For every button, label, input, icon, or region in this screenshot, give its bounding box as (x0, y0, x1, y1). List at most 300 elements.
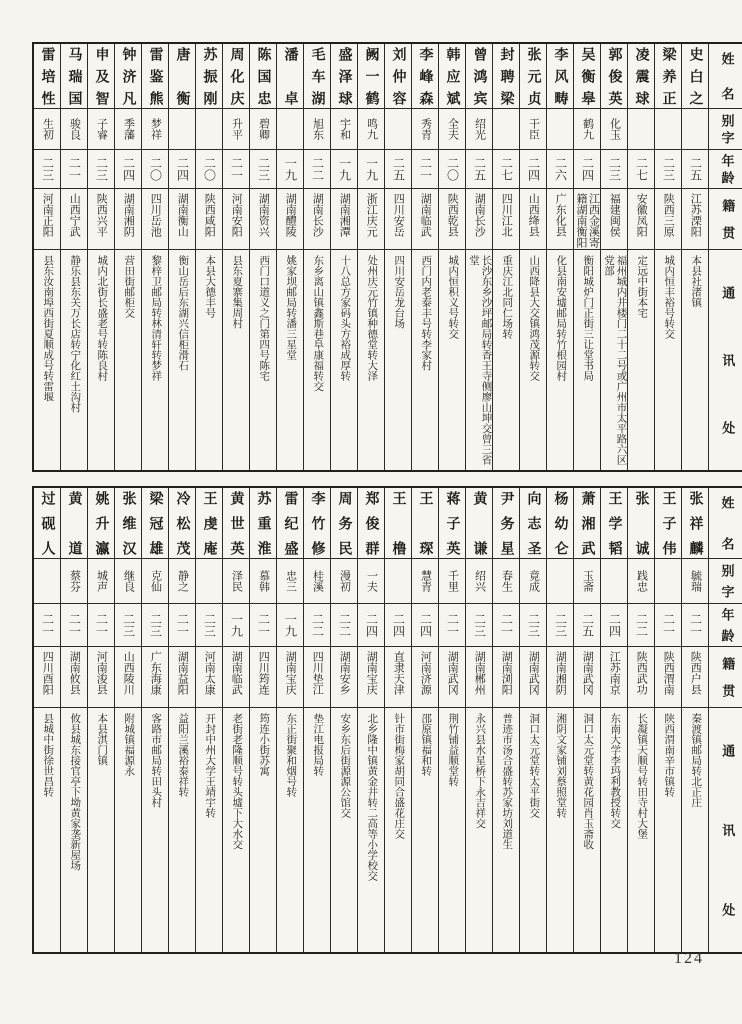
name-cell (304, 488, 330, 558)
age-text: 二七 (634, 157, 649, 181)
courtesy-cell (304, 108, 330, 149)
age-cell (115, 603, 141, 646)
address-cell (61, 249, 87, 470)
native-text: 四川岳池 (149, 193, 162, 237)
name-cell (34, 488, 60, 558)
header-address-label: 通讯处 (720, 286, 736, 434)
name-text: 杨幼仑 (552, 491, 568, 555)
age-cell (88, 149, 114, 188)
address-text: 姚家坝邮局转潘三星堂 (285, 255, 297, 360)
address-cell (412, 707, 438, 952)
native-cell (61, 188, 87, 249)
courtesy-cell (358, 108, 384, 149)
name-text: 王橹 (390, 491, 406, 555)
address-text: 永兴县水星桥下永吉祥交 (474, 713, 486, 829)
native-cell (628, 646, 654, 707)
native-cell (601, 188, 627, 249)
courtesy-cell (601, 108, 627, 149)
age-text: 二三 (94, 157, 109, 181)
courtesy-cell (223, 558, 249, 603)
header-courtesy (709, 558, 742, 603)
age-cell (358, 603, 384, 646)
person-column (492, 488, 519, 952)
native-text: 河南济源 (419, 651, 432, 695)
address-text: 攸县城东接官亭下坳黄家垄新屋场 (69, 713, 81, 871)
age-cell (61, 149, 87, 188)
courtesy-text: 千里 (446, 570, 459, 592)
address-text: 十八总方家码头方裕成厚转 (339, 255, 351, 381)
address-cell (115, 707, 141, 952)
age-text: 二三 (526, 613, 541, 637)
courtesy-text: 升平 (230, 118, 243, 140)
courtesy-cell (331, 108, 357, 149)
address-text: 处州庆元竹镇种德堂转大泽 (366, 255, 378, 381)
person-column (330, 488, 357, 952)
address-cell (439, 249, 465, 470)
courtesy-cell (115, 108, 141, 149)
name-text: 刘仲容 (390, 47, 406, 105)
header-age (709, 603, 742, 646)
age-cell (574, 149, 600, 188)
courtesy-cell (412, 108, 438, 149)
courtesy-text: 季藩 (122, 118, 135, 140)
age-cell (142, 603, 168, 646)
courtesy-text: 旭东 (311, 118, 324, 140)
native-cell (61, 646, 87, 707)
name-cell (331, 44, 357, 108)
name-cell (682, 44, 708, 108)
native-text: 河南安阳 (230, 193, 243, 237)
age-text: 二二 (310, 613, 325, 637)
person-column (411, 488, 438, 952)
name-text: 凌震球 (633, 47, 649, 105)
address-text: 附城镇福源永 (123, 713, 135, 776)
native-cell (331, 188, 357, 249)
age-cell (466, 603, 492, 646)
address-text: 本县淇门镇 (96, 713, 108, 766)
native-text: 陕西乾县 (446, 193, 459, 237)
name-text: 阙一鹤 (363, 47, 379, 105)
address-cell (439, 707, 465, 952)
name-cell (115, 44, 141, 108)
name-cell (466, 44, 492, 108)
age-text: 二〇 (445, 157, 460, 181)
person-column (600, 488, 627, 952)
native-cell (196, 188, 222, 249)
courtesy-text: 绍兴 (473, 570, 486, 592)
age-cell (628, 149, 654, 188)
person-column (411, 44, 438, 470)
courtesy-cell (439, 108, 465, 149)
name-cell (304, 44, 330, 108)
address-cell (493, 249, 519, 470)
name-text: 申及智 (93, 47, 109, 105)
address-text: 普迹市汤合盛转苏家坊刘道生 (501, 713, 513, 850)
header-age-label: 年龄 (719, 154, 735, 184)
address-cell (88, 707, 114, 952)
address-cell (304, 707, 330, 952)
name-text: 李峰森 (417, 47, 433, 105)
native-cell (196, 646, 222, 707)
name-cell (439, 488, 465, 558)
name-text: 蒋子英 (444, 491, 460, 555)
person-column (168, 488, 195, 952)
address-text: 东乡离山镇鑫斯巷阜康福转交 (312, 255, 324, 392)
native-cell (331, 646, 357, 707)
age-cell (61, 603, 87, 646)
age-text: 二四 (580, 157, 595, 181)
address-cell (655, 707, 681, 952)
header-name (709, 44, 742, 108)
address-text: 衡阳城炉门正街三让堂书局 (582, 255, 594, 381)
address-text: 陕西渭南辛市镇转 (663, 713, 675, 797)
native-cell (169, 188, 195, 249)
courtesy-text: 城声 (95, 570, 108, 592)
person-column (519, 488, 546, 952)
native-cell (466, 646, 492, 707)
name-text: 雷培性 (39, 47, 55, 105)
person-column (573, 44, 600, 470)
name-text: 张祥麟 (687, 491, 703, 555)
age-cell (601, 603, 627, 646)
address-text: 县城中街徐世昌转 (42, 713, 54, 797)
address-cell (520, 249, 546, 470)
native-cell (358, 188, 384, 249)
address-cell (601, 249, 627, 470)
age-cell (466, 149, 492, 188)
address-text: 本县社渚镇 (690, 255, 702, 308)
native-cell (682, 188, 708, 249)
name-cell (520, 488, 546, 558)
age-text: 二四 (607, 613, 622, 637)
name-text: 韩应斌 (444, 47, 460, 105)
person-column (60, 488, 87, 952)
name-text: 尹务星 (498, 491, 514, 555)
header-name (709, 488, 742, 558)
name-text: 潘卓 (282, 47, 298, 105)
age-text: 二三 (121, 613, 136, 637)
name-text: 封聘梁 (498, 47, 514, 105)
native-text: 湖南醴陵 (284, 193, 297, 237)
name-cell (142, 44, 168, 108)
name-cell (385, 44, 411, 108)
name-cell (34, 44, 60, 108)
courtesy-cell (385, 108, 411, 149)
courtesy-cell (304, 558, 330, 603)
courtesy-cell (466, 108, 492, 149)
header-age (709, 149, 742, 188)
native-cell (142, 646, 168, 707)
address-cell (331, 249, 357, 470)
address-cell (655, 249, 681, 470)
person-column (114, 488, 141, 952)
courtesy-text: 全夫 (446, 118, 459, 140)
native-text: 湖南武冈 (446, 651, 459, 695)
address-cell (520, 707, 546, 952)
native-text: 直隶天津 (392, 651, 405, 695)
age-cell (439, 603, 465, 646)
address-text: 垫江电报局转 (312, 713, 324, 776)
name-text: 王学韬 (606, 491, 622, 555)
courtesy-text: 鸣九 (365, 118, 378, 140)
address-cell (574, 707, 600, 952)
person-column (600, 44, 627, 470)
native-cell (223, 188, 249, 249)
name-cell (493, 44, 519, 108)
name-text: 梁养正 (660, 47, 676, 105)
address-text: 城内北街长盛老号转陈良村 (96, 255, 108, 381)
address-text: 老街老隆顺号转头墟下大水交 (231, 713, 243, 850)
courtesy-text: 绍光 (473, 118, 486, 140)
address-cell (466, 707, 492, 952)
native-text: 四川江北 (500, 193, 513, 237)
age-text: 二六 (553, 157, 568, 181)
courtesy-cell (628, 108, 654, 149)
address-text: 筠连小街苏寓 (258, 713, 270, 776)
name-cell (277, 488, 303, 558)
age-text: 二三 (553, 613, 568, 637)
native-text: 四川筠连 (257, 651, 270, 695)
age-cell (250, 603, 276, 646)
person-column (465, 44, 492, 470)
header-address-label: 通讯处 (720, 744, 736, 916)
address-text: 四川安岳龙台场 (393, 255, 405, 329)
header-native-label: 籍贯 (720, 657, 736, 697)
age-cell (520, 149, 546, 188)
age-cell (115, 149, 141, 188)
native-text: 河南正阳 (41, 193, 54, 237)
age-cell (655, 603, 681, 646)
native-text: 湖南长沙 (473, 193, 486, 237)
name-text: 张维汉 (120, 491, 136, 555)
name-cell (655, 488, 681, 558)
address-text: 洞口太元堂转太平街交 (528, 713, 540, 818)
native-cell (250, 646, 276, 707)
age-text: 二三 (256, 157, 271, 181)
name-text: 马瑞国 (66, 47, 82, 105)
address-cell (223, 707, 249, 952)
address-cell (358, 249, 384, 470)
native-text: 湖南浏阳 (500, 651, 513, 695)
native-text: 湖南资兴 (257, 193, 270, 237)
address-cell (547, 707, 573, 952)
name-cell (601, 488, 627, 558)
name-cell (196, 44, 222, 108)
name-cell (196, 488, 222, 558)
name-text: 郑俊群 (363, 491, 379, 555)
age-text: 二二 (634, 613, 649, 637)
address-text: 长凝镇天顺号转田寺村大堡 (636, 713, 648, 839)
address-text: 黎梓卫邮局转林清轩转梦祥 (150, 255, 162, 381)
age-text: 二一 (418, 157, 433, 181)
native-text: 河南浚县 (95, 651, 108, 695)
person-column (357, 44, 384, 470)
age-cell (628, 603, 654, 646)
native-text: 湖南长沙 (311, 193, 324, 237)
address-cell (466, 249, 492, 470)
age-text: 二四 (391, 613, 406, 637)
name-cell (277, 44, 303, 108)
address-text: 北乡隆中镇黄金井转二高等小学校交 (366, 713, 378, 881)
native-cell (304, 188, 330, 249)
person-column (168, 44, 195, 470)
address-text: 福州城内井楼门二十二号或广州市太平路六区党部 (603, 255, 627, 465)
native-text: 陕西渭南 (662, 651, 675, 695)
address-cell (628, 249, 654, 470)
address-cell (142, 707, 168, 952)
name-cell (331, 488, 357, 558)
address-cell (142, 249, 168, 470)
header-native (709, 188, 742, 249)
header-native (709, 646, 742, 707)
age-cell (574, 603, 600, 646)
age-cell (385, 149, 411, 188)
native-text: 湖南武冈 (581, 651, 594, 695)
person-column (384, 44, 411, 470)
native-cell (574, 646, 600, 707)
name-cell (574, 44, 600, 108)
age-cell (412, 603, 438, 646)
address-cell (331, 707, 357, 952)
address-text: 益阳兰溪裕泰祥转 (177, 713, 189, 797)
native-cell (304, 646, 330, 707)
native-text: 湖南宝庆 (365, 651, 378, 695)
address-text: 荆竹铺益顺堂转 (447, 713, 459, 787)
courtesy-cell (250, 108, 276, 149)
courtesy-cell (331, 558, 357, 603)
person-column (330, 44, 357, 470)
courtesy-cell (34, 558, 60, 603)
name-text: 苏重淮 (255, 491, 271, 555)
native-text: 江苏南京 (608, 651, 621, 695)
age-text: 二四 (418, 613, 433, 637)
age-cell (520, 603, 546, 646)
person-column (276, 44, 303, 470)
name-text: 冷松茂 (174, 491, 190, 555)
person-column (249, 44, 276, 470)
native-text: 湖南衡山 (176, 193, 189, 237)
age-text: 二一 (67, 157, 82, 181)
age-text: 二一 (67, 613, 82, 637)
native-text: 湖南临武 (419, 193, 432, 237)
name-cell (88, 44, 114, 108)
person-column (654, 488, 681, 952)
age-text: 二三 (148, 613, 163, 637)
native-text: 陕西武功 (635, 651, 648, 695)
courtesy-text: 干臣 (527, 118, 540, 140)
age-cell (34, 603, 60, 646)
age-cell (277, 603, 303, 646)
native-cell (169, 646, 195, 707)
header-address (709, 249, 742, 470)
age-cell (493, 603, 519, 646)
name-cell (655, 44, 681, 108)
age-text: 二〇 (202, 157, 217, 181)
native-text: 湖南郴州 (473, 651, 486, 695)
age-text: 二一 (40, 613, 55, 637)
person-column (87, 488, 114, 952)
age-text: 一九 (337, 157, 352, 181)
address-cell (169, 249, 195, 470)
age-text: 二三 (661, 157, 676, 181)
courtesy-text: 慕韩 (257, 570, 270, 592)
native-text: 湖南临武 (230, 651, 243, 695)
address-text: 西门内老泰丰号转李家村 (420, 255, 432, 371)
age-text: 二五 (688, 157, 703, 181)
native-text: 湖南益阳 (176, 651, 189, 695)
age-cell (196, 603, 222, 646)
name-text: 张诚 (633, 491, 649, 555)
native-text: 陕西三原 (662, 193, 675, 237)
name-cell (169, 488, 195, 558)
address-text: 湘阴文家铺刘蔡照堂转 (555, 713, 567, 818)
name-cell (682, 488, 708, 558)
age-text: 二一 (499, 613, 514, 637)
address-text: 长沙东乡沙坪邮局转香王寺侧廖山坤交曾三省堂 (468, 255, 492, 465)
name-text: 周化庆 (228, 47, 244, 105)
name-text: 曾鸿宾 (471, 47, 487, 105)
name-cell (223, 488, 249, 558)
courtesy-cell (520, 108, 546, 149)
courtesy-text: 化玉 (608, 118, 621, 140)
address-cell (682, 249, 708, 470)
native-cell (547, 188, 573, 249)
age-text: 二四 (526, 157, 541, 181)
courtesy-cell (61, 558, 87, 603)
age-cell (169, 603, 195, 646)
native-cell (223, 646, 249, 707)
name-cell (250, 44, 276, 108)
page-number: 124 (674, 950, 704, 967)
address-text: 本县大德丰号 (204, 255, 216, 318)
person-column (249, 488, 276, 952)
name-cell (385, 488, 411, 558)
name-text: 王琛 (417, 491, 433, 555)
courtesy-text: 子睿 (95, 118, 108, 140)
age-text: 二三 (607, 157, 622, 181)
native-text: 安徽凤阳 (635, 193, 648, 237)
native-cell (277, 646, 303, 707)
name-cell (358, 488, 384, 558)
name-text: 王子伟 (660, 491, 676, 555)
courtesy-text: 忠三 (284, 570, 297, 592)
name-text: 姚升瀛 (93, 491, 109, 555)
courtesy-cell (196, 558, 222, 603)
age-text: 二一 (661, 613, 676, 637)
name-cell (547, 44, 573, 108)
age-text: 二一 (94, 613, 109, 637)
courtesy-cell (142, 558, 168, 603)
native-cell (34, 188, 60, 249)
address-text: 衡山岳后东湖兴信柜滑石 (177, 255, 189, 371)
address-cell (412, 249, 438, 470)
courtesy-cell (61, 108, 87, 149)
name-cell (412, 488, 438, 558)
age-cell (169, 149, 195, 188)
age-text: 二二 (310, 157, 325, 181)
person-column (681, 488, 708, 952)
age-cell (358, 149, 384, 188)
courtesy-text: 宇和 (338, 118, 351, 140)
address-text: 洞口太元堂转黄花园肖玉斋收 (582, 713, 594, 850)
age-cell (304, 149, 330, 188)
name-text: 吴衡皋 (579, 47, 595, 105)
age-cell (331, 603, 357, 646)
name-cell (628, 488, 654, 558)
age-cell (655, 149, 681, 188)
courtesy-cell (655, 558, 681, 603)
header-name-label: 姓名 (719, 52, 735, 100)
